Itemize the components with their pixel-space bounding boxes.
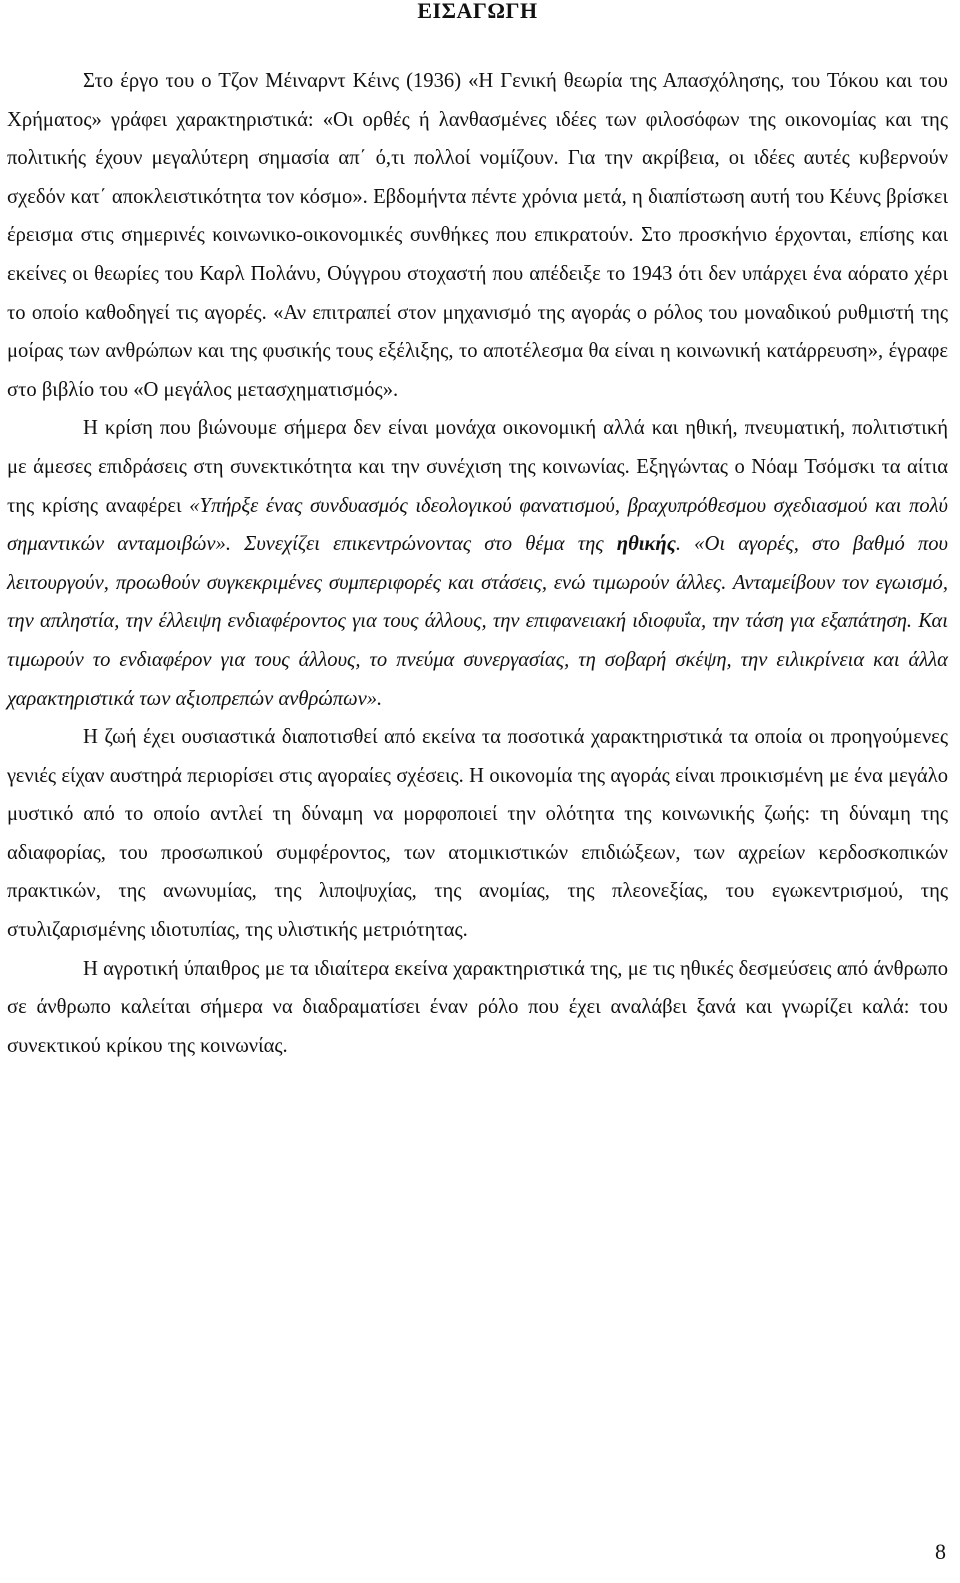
paragraph xyxy=(7,62,948,409)
paragraph xyxy=(7,950,948,1066)
paragraph xyxy=(7,718,948,950)
emphasis-text: ηθικής xyxy=(616,533,676,556)
paragraph-text: Η ζωή έχει ουσιαστικά διαποτισθεί από εκείνα τα ποσοτικά χαρακτηριστικά τα οποία οι προηγούμενες γενιές είχαν αυστηρά περιορίσει στις αγοραίες σχέσεις. Η οικονομία της αγοράς είναι προικισμένη με ένα μεγάλο μυστικό από το οποίο αντλεί τη δύναμη να μορφοποιεί την ολότητα της κοινωνικής ζωής: τη δύναμη της αδιαφορίας, του προσωπικού συμφέροντος, των ατομικιστικών επιδιώξεων, των αχρείων κερδοσκοπικών πρακτικών, της ανωνυμίας, της λιποψυχίας, της ανομίας, της πλεονεξίας, του εγωκεντρισμού, της στυλιζαρισμένης ιδιοτυπίας, της υλιστικής μετριότητας. xyxy=(7,726,948,942)
paragraph-text: Στο έργο του ο Τζον Μέιναρντ Κέινς (1936) «Η Γενική θεωρία της Απασχόλησης, του Τόκου και του Χρήματος» γράφει χαρακτηριστικά: «Οι ορθές ή λανθασμένες ιδέες των φιλοσόφων της οικονομίας και της πολιτικής έχουν μεγαλύτερη σημασία απ΄ ό,τι πολλοί νομίζουν. Για την ακρίβεια, οι ιδέες αυτές κυβερνούν σχεδόν κατ΄ αποκλειστικότητα τον κόσμο». Εβδομήντα πέντε χρόνια μετά, η διαπίστωση αυτή του Κέυνς βρίσκει έρεισμα στις σημερινές κοινωνικο-οικονομικές συνθήκες που επικρατούν. Στο προσκήνιο έρχονται, επίσης και εκείνες οι θεωρίες του Καρλ Πολάνυ, Ούγγρου στοχαστή που απέδειξε το 1943 ότι δεν υπάρχει ένα αόρατο χέρι το οποίο καθοδηγεί τις αγορές. «Αν επιτραπεί στον μηχανισμό της αγοράς ο ρόλος του μοναδικού ρυθμιστή της μοίρας των ανθρώπων και της φυσικής τους εξέλιξης, το αποτέλεσμα θα είναι η κοινωνική κατάρρευση», έγραφε στο βιβλίο του «Ο μεγάλος μετασχηματισμός». xyxy=(7,70,948,401)
body-text xyxy=(7,62,948,1065)
page-number: 8 xyxy=(935,1539,946,1564)
paragraph-text: Η κρίση που βιώνουμε σήμερα δεν είναι μονάχα οικονομική αλλά και ηθική, πνευματική, πολιτιστική με άμεσες επιδράσεις στη συνεκτικότητα και την συνέχιση της κοινωνίας. Εξηγώντας ο Νόαμ Τσόμσκι τα αίτια της κρίσης αναφέρει xyxy=(7,417,948,517)
paragraph xyxy=(7,409,948,718)
quotation-text: . «Οι αγορές, στο βαθμό που λειτουργούν, προωθούν συγκεκριμένες συμπεριφορές και στάσεις, ενώ τιμωρούν άλλες. Ανταμείβουν τον εγωισμό, την απληστία, την έλλειψη ενδιαφέροντος για τους άλλους, την επιφανειακή ιδιοφυΐα, την τάση για εξαπάτηση. Και τιμωρούν το ενδιαφέρον για τους άλλους, το πνεύμα συνεργασίας, τη σοβαρή σκέψη, την ειλικρίνεια και άλλα χαρακτηριστικά των αξιοπρεπών ανθρώπων». xyxy=(7,533,948,710)
paragraph-text: Η αγροτική ύπαιθρος με τα ιδιαίτερα εκείνα χαρακτηριστικά της, με τις ηθικές δεσμεύσεις από άνθρωπο σε άνθρωπο καλείται σήμερα να διαδραματίσει έναν ρόλο που έχει αναλάβει ξανά και γνωρίζει καλά: του συνεκτικού κρίκου της κοινωνίας. xyxy=(7,957,948,1057)
page-title: ΕΙΣΑΓΩΓΗ xyxy=(417,0,538,23)
document-page xyxy=(7,0,948,1065)
quotation-text: «Υπήρξε ένας συνδυασμός ιδεολογικού φανατισμού, βραχυπρόθεσμου σχεδιασμού και πολύ σημαντικών ανταμοιβών». Συνεχίζει επικεντρώνοντας στο θέμα της xyxy=(7,494,948,556)
